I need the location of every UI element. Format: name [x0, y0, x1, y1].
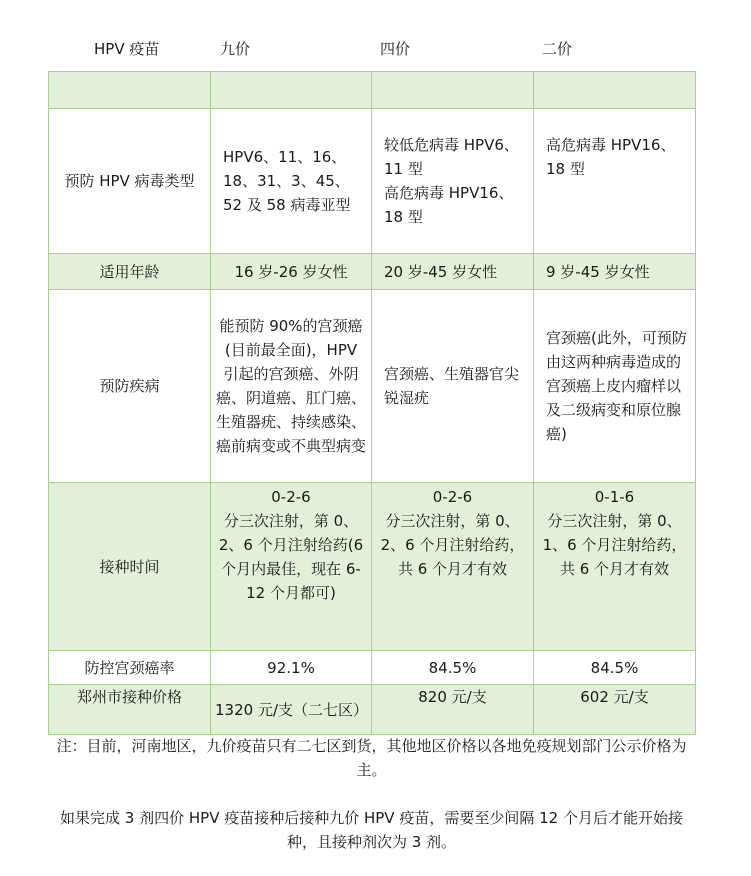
price-nine-valent: 1320 元/支（二七区）: [211, 685, 372, 735]
table-row-disease: [49, 290, 696, 483]
vaccine-comparison-table: [48, 71, 696, 735]
schedule-nine-valent: [211, 483, 372, 651]
schedule-nine-valent-code: 0-2-6: [271, 488, 311, 506]
note-switching-interval: 如果完成 3 剂四价 HPV 疫苗接种后接种九价 HPV 疫苗，需要至少间隔 12 个月后才能开始接种，且接种剂次为 3 剂。: [60, 809, 683, 851]
header-four-valent: 四价: [380, 40, 411, 58]
schedule-two-valent-detail: 分三次注射，第 0、1、6 个月注射给药，共 6 个月才有效: [542, 512, 687, 578]
note-regional-availability: 注：目前，河南地区，九价疫苗只有二七区到货，其他地区价格以各地免疫规划部门公示价格为主。: [56, 737, 687, 779]
header-two-valent: 二价: [542, 40, 573, 58]
row-label-rate: 防控宫颈癌率: [49, 651, 211, 685]
age-nine-valent: 16 岁-26 岁女性: [211, 254, 372, 290]
schedule-two-valent-code: 0-1-6: [594, 488, 635, 506]
table-row-rate: [49, 651, 696, 685]
table-header: [48, 0, 695, 72]
table-row-schedule: [49, 483, 696, 651]
rate-nine-valent: 92.1%: [211, 651, 372, 685]
schedule-four-valent-code: 0-2-6: [432, 488, 473, 506]
row-label-age: 适用年龄: [49, 254, 211, 290]
row-label-price: 郑州市接种价格: [49, 685, 211, 735]
price-four-valent: 820 元/支: [372, 685, 534, 735]
age-four-valent: 20 岁-45 岁女性: [372, 254, 534, 290]
table-row-types: [49, 109, 696, 254]
schedule-four-valent: [372, 483, 534, 651]
schedule-nine-valent-mid: 给药(6 个月内最佳，现在 6-12 个月都可): [221, 536, 364, 602]
types-four-valent: [372, 109, 534, 254]
table-row-age: [49, 254, 696, 290]
disease-nine-valent: 能预防 90%的宫颈癌(目前最全面)，HPV 引起的宫颈癌、外阴癌、阴道癌、肛门癌、生殖器疣、持续感染、癌前病变或不典型病变: [211, 290, 372, 483]
types-nine-valent: HPV6、11、16、18、31、3、45、52 及 58 病毒亚型: [211, 109, 372, 254]
rate-four-valent: 84.5%: [372, 651, 534, 685]
table-row-price: [49, 685, 696, 735]
row-label-schedule: 接种时间: [49, 483, 211, 651]
row-label-disease: 预防疾病: [49, 290, 211, 483]
header-nine-valent: 九价: [220, 40, 251, 58]
types-two-valent: 高危病毒 HPV16、18 型: [534, 109, 696, 254]
schedule-four-valent-detail: 分三次注射，第 0、2、6 个月注射给药，共 6 个月才有效: [380, 512, 525, 578]
price-two-valent: 602 元/支: [534, 685, 696, 735]
schedule-nine-valent-detail: 分三次注射，第 0、2、6 个月注射给药(6 个月内最佳，现在 6-12 个月都可): [218, 512, 364, 602]
disease-four-valent: 宫颈癌、生殖器官尖锐湿疣: [372, 290, 534, 483]
disease-two-valent: 宫颈癌(此外，可预防由这两种病毒造成的宫颈癌上皮内瘤样以及二级病变和原位腺癌): [534, 290, 696, 483]
schedule-two-valent: [534, 483, 696, 651]
notes: [48, 734, 695, 854]
table-row-empty: [49, 72, 696, 109]
header-vaccine: HPV 疫苗: [94, 40, 160, 58]
types-four-valent-high: 高危病毒 HPV16、18 型: [384, 184, 514, 226]
age-two-valent: 9 岁-45 岁女性: [534, 254, 696, 290]
row-label-types: 预防 HPV 病毒类型: [49, 109, 211, 254]
types-four-valent-low: 较低危病毒 HPV6、11 型: [384, 136, 519, 178]
rate-two-valent: 84.5%: [534, 651, 696, 685]
